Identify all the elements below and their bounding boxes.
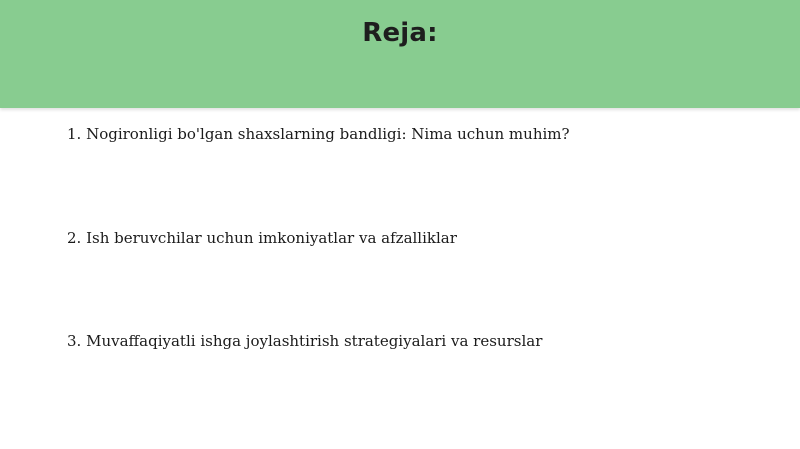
agenda-item-1: 1. Nogironligi bo'lgan shaxslarning bandligi: Nima uchun muhim? [67, 125, 570, 143]
slide-title: Reja: [362, 18, 438, 48]
agenda-item-2: 2. Ish beruvchilar uchun imkoniyatlar va afzalliklar [67, 229, 457, 247]
agenda-item-3: 3. Muvaffaqiyatli ishga joylashtirish strategiyalari va resurslar [67, 332, 543, 350]
header-band [0, 0, 800, 108]
